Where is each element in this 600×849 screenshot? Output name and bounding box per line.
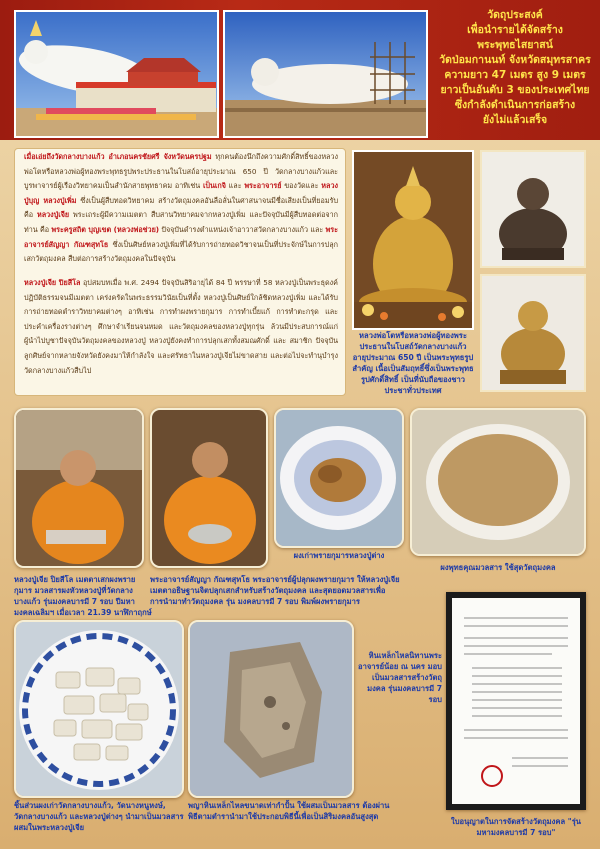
article-paragraph-2 <box>24 276 338 378</box>
monk-blessing-illustration-2 <box>152 410 266 566</box>
iron-stone-illustration <box>190 622 352 796</box>
highlight-text: หลวงปู่เจีย ปิยสีโล <box>24 278 81 287</box>
monk-blessing-photo-2 <box>150 408 268 568</box>
document-caption: ใบอนุญาตในการจัดสร้างวัตถุมงคล "รุ่นมหามงคลบารมี 7 รอบ" <box>451 817 581 837</box>
stone-side-caption: หินเหล็กไหลนิทานพระอาจารย์น้อย ณ นคร มอบเป็นมวลสารสร้างวัตถุมงคล รุ่นมงคลบารมี 7 รอบ <box>358 651 442 704</box>
headline-line-2: เพื่อนำรายได้จัดสร้าง <box>467 24 563 36</box>
monk-statue-illustration-top <box>482 152 584 266</box>
powder-plate-illustration <box>276 410 402 546</box>
monk-1-caption: หลวงปู่เจีย ปิยสีโล เมตตาเสกผงพรายกุมาร มวลสารผงหัวหลวงปู่ที่วัดกลางบางแก้ว รุ่นมงคลบารมี 7 รอบ ปีมหามงคลเฉลิมฯ เมื่อเวลา 21.39 นาฬิกาฤกษ์ <box>14 575 152 617</box>
highlight-text: พระอาจารย์สัญญา กัณฑสุทโธ <box>24 224 338 249</box>
body-text: ซึ่งเป็นศิษย์หลวงปู่เพิ่มที่ได้รับการถ่ายทอดวิชาจนเป็นที่ประจักษ์ในการปลุกเสกวัตถุมงคล สืบต่อการสร้างวัตถุมงคลในปัจจุบัน <box>24 239 338 264</box>
body-text: ปัจจุบันดำรงตำแหน่งเจ้าอาวาสวัดกลางบางแก้ว และ <box>159 224 326 234</box>
body-text: ทุกคนต้องนึกถึงความศักดิ์สิทธิ์ของหลวงพ่อโตหรือหลวงพ่อผู้ทองพระพุทธรูปพระประธานในโบสถ์อายุประมาณ 650 ปี วัดกลางบางแก้วและบูรพาจารย์ผู้เรืองวิทยาคมเป็นสำนักสายพุทธาคม อาทิเช่น <box>24 152 339 191</box>
monk-statue-photo-bottom <box>480 274 586 392</box>
highlight-text: พระครูสถิต บุญเขต (หลวงพ่อช่วย) <box>51 224 160 234</box>
golden-buddha-illustration <box>354 152 472 328</box>
chalk-pieces-photo <box>14 620 184 798</box>
highlight-text: พระอาจารย์ <box>244 181 282 191</box>
chalk-caption: ชิ้นส่วนผงเก่าวัดกลางบางแก้ว, วัดนางหนูหงษ์, วัดกลางบางแก้ว และหลวงปู่ต่างๆ นำมาเป็นมวลสารผสมในพระหลวงปู่เจีย <box>14 801 184 832</box>
monk-statue-illustration-bottom <box>482 276 584 390</box>
highlight-text: เมื่อเอ่ยถึงวัดกลางบางแก้ว อำเภอนครชัยศรี จังหวัดนครปฐม <box>24 152 212 161</box>
reclining-buddha-photo-right <box>223 10 428 138</box>
body-text: พระเถระผู้มีความเมตตา สืบสานวิทยาคมจากหลวงปู่เพิ่ม และปัจจุบันมีผู้สืบทอดต่อจากท่าน คือ <box>24 210 338 234</box>
reclining-buddha-illustration-left <box>16 12 217 136</box>
monk-blessing-photo-1 <box>14 408 144 568</box>
main-buddha-photo <box>352 150 474 330</box>
body-text: ของวัดและ <box>281 181 322 191</box>
monk-2-caption: พระอาจารย์สัญญา กัณฑสุทโธ พระอาจารย์ผู้ปลุกผงพรายกุมาร ให้หลวงปู่เจียเมตตาอธิษฐานจิตปลุกเสกสำหรับสร้างวัตถุมงคล และสุดยอดมวลสารเพื่อการนำมาทำวัตถุมงคล รุ่น มงคลบารมี 7 รอบ พิมพ์ผงพรายกุมาร <box>150 575 400 606</box>
body-text: ซึ่งเป็นผู้สืบทอดวิทยาคม สร้างวัตถุมงคลอันลือลั่นในศาสนาจนมีชื่อเสียงเป็นที่ยอมรับ คือ <box>24 195 338 220</box>
monk-statue-photo-top <box>480 150 586 268</box>
reclining-buddha-illustration-right <box>225 12 426 136</box>
permit-document-illustration <box>452 598 580 804</box>
article-paragraph-1 <box>24 150 338 267</box>
headline-line-7: ซึ่งกำลังดำเนินการก่อสร้าง <box>454 99 576 111</box>
highlight-text: หลวงปู่บุญ หลวงปู่เพิ่ม <box>24 181 338 205</box>
stone-bottom-caption: พญาหินเหล็กไหลขนาดเท่ากำปั้น ใช้ผสมเป็นมวลสาร ต้องผ่านพิธีตามตำรานำมาใช้ประกอบพิธีนี้เพื่อเป็นสิริมงคลอันสูงสุด <box>188 801 390 821</box>
body-text: และ <box>225 181 245 191</box>
headline-line-4: วัดป่อมกานนท์ จังหวัดสมุทรสาคร <box>439 54 591 66</box>
headline-line-3: พระพุทธไสยาสน์ <box>477 39 553 51</box>
reclining-buddha-photo-left <box>14 10 219 138</box>
powder-caption: ผงเก่าพรายกุมารหลวงปู่ต่าง <box>293 551 385 560</box>
headline-line-6: ยาวเป็นอันดับ 3 ของประเทศไทย <box>440 84 590 96</box>
powder-photo <box>274 408 404 548</box>
chalk-plate-illustration <box>16 622 182 796</box>
powder-bowl-photo <box>410 408 586 556</box>
highlight-text: หลวงปู่เจีย <box>36 210 70 220</box>
powder-bowl-illustration <box>412 410 584 554</box>
headline-line-5: ความยาว 47 เมตร สูง 9 เมตร <box>444 69 586 81</box>
monk-blessing-illustration-1 <box>16 410 142 566</box>
iron-stone-photo <box>188 620 354 798</box>
main-photo-caption: หลวงพ่อโตหรือหลวงพ่อผู้ทองพระประธานในโบสถ์วัดกลางบางแก้ว อายุประมาณ 650 ปี เป็นพระพุทธรูปสำคัญ เนื้อเป็นสัมฤทธิ์ซึ่งเป็นพระพุทธรูปศักดิ์สิทธิ์ เป็นที่นับถือของชาวประชาทั่วประเทศ <box>352 331 474 395</box>
headline-line-8: ยังไม่แล้วเสร็จ <box>482 114 548 126</box>
highlight-text: เป็นเกจิ <box>202 181 226 191</box>
powder-bowl-caption: ผงพุทธคุณมวลสาร ใช้สุดวัตถุมงคล <box>440 563 556 572</box>
permit-document-photo <box>446 592 586 810</box>
headline-line-1: วัดถุประสงค์ <box>487 9 543 21</box>
body-text: อุปสมบทเมื่อ พ.ศ. 2494 ปัจจุบันสิริอายุได้ 84 ปี พรรษาที่ 58 หลวงปู่เป็นพระธุดงค์ ปฏิบัติธรรมจนมีเมตตา เคร่งครัดในพระธรรมวินัยเป็นที่ตั้ง หลวงปู่เป็นศิษย์ใกล้ชิดหลวงปู่เพิ่ม และได้รับการถ่ายทอดตำราวิทยาคมต่างๆ อาทิเช่น การทำผงพรายกุมาร การทำเบี้ยแก้ การทำตะกรุด และประคำเครื่องรางต่างๆ ศึกษาจำเรียนจนหมด และวัตถุมงคลของหลวงปู่ทุกรุ่น ล้วนมีประสบการณ์แก่ผู้นำไปบูชาปัจจุบันวัตถุมงคลของหลวงปู่ หลวงปู่ยังคงทำการปลุกเสกทั้งสมณศักดิ์ และ สมาชิก ปัจจุบันลูกศิษย์จากหลายจังหวัดยังคงมาให้กำลังใจ และศรัทธาในหลวงปู่เจียไม่ขาดสาย และต่อไปจะทำนุบำรุงวัดกลางบางแก้วสืบไป <box>24 278 338 375</box>
